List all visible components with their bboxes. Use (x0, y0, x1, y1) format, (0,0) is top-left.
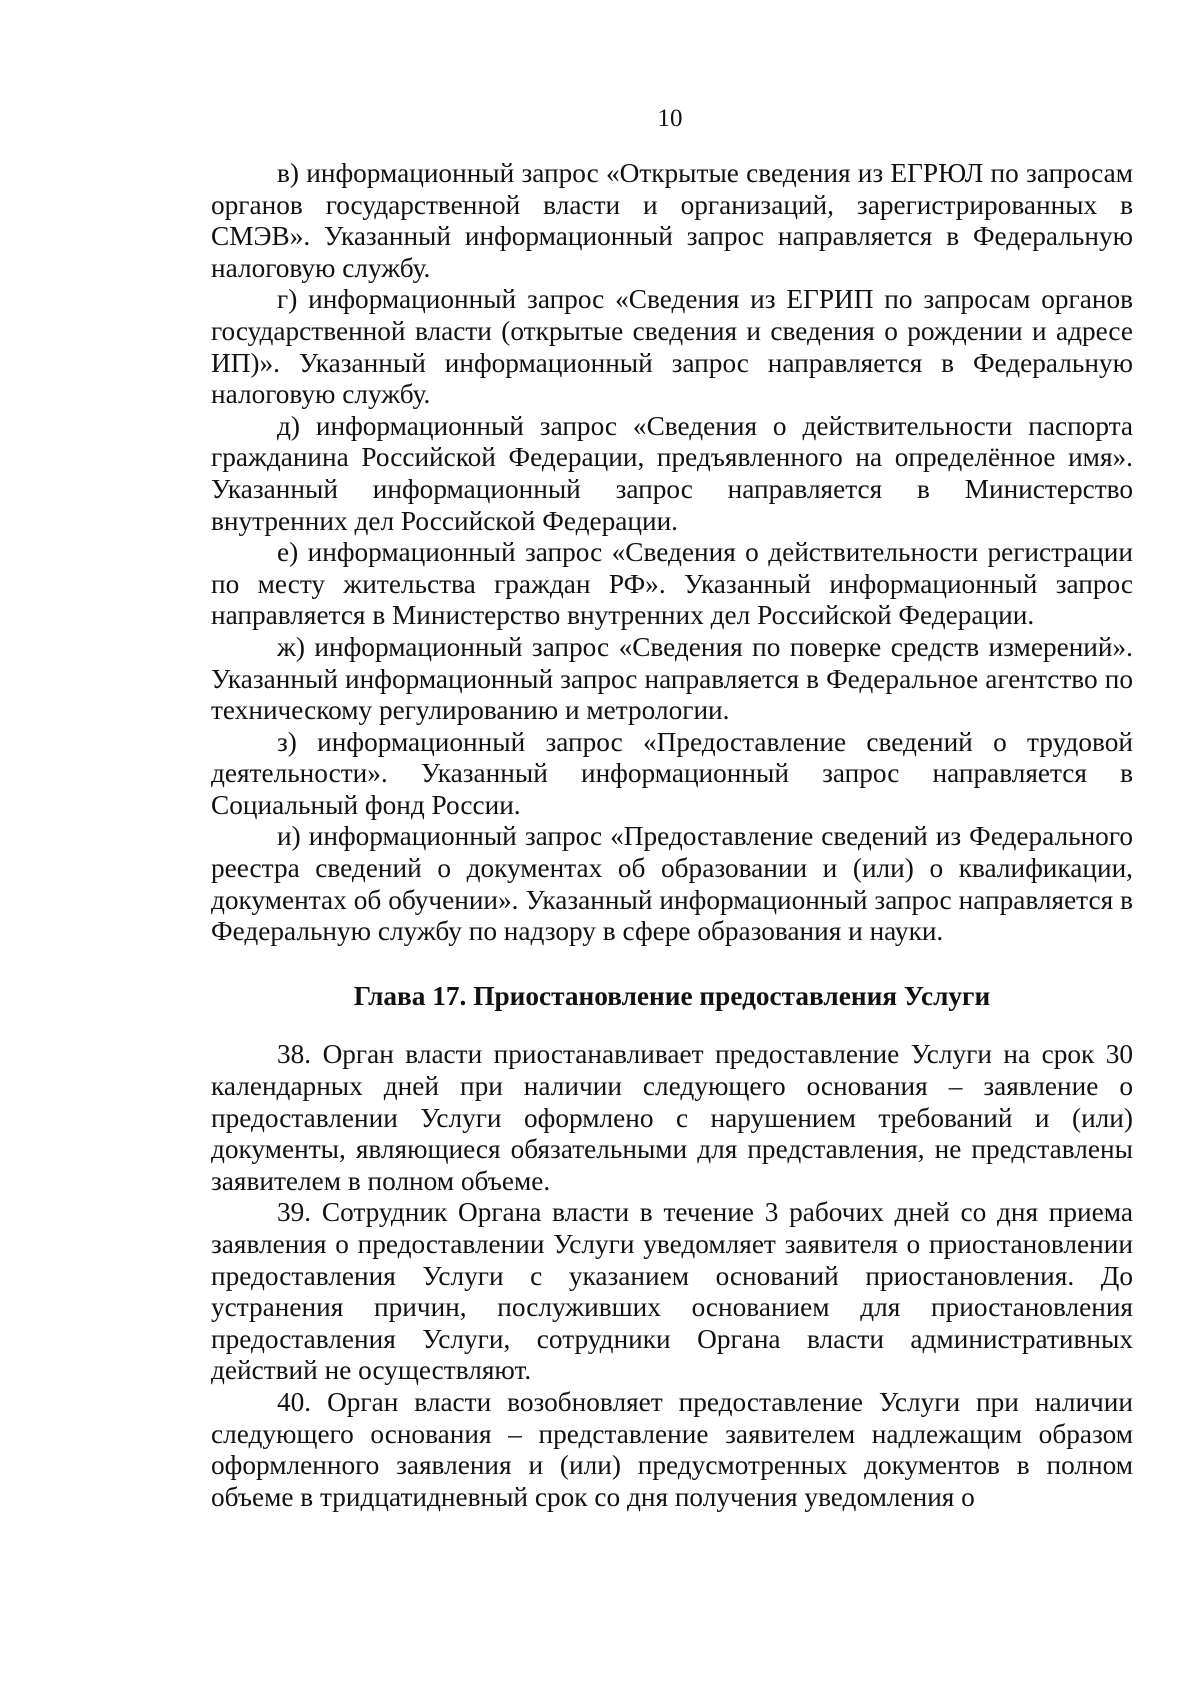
document-body (211, 158, 1133, 1513)
paragraph-i: и) информационный запрос «Предоставление сведений из Федерального реестра сведений о документах об образовании и (или) о квалификации, документах об обучении». Указанный информационный запрос направляется в Федеральную службу по надзору в сфере образования и науки. (211, 821, 1133, 947)
paragraph-zh: ж) информационный запрос «Сведения по поверке средств измерений». Указанный информационный запрос направляется в Федеральное агентство по техническому регулированию и метрологии. (211, 631, 1133, 726)
paragraph-g: г) информационный запрос «Сведения из ЕГРИП по запросам органов государственной власти (открытые сведения и сведения о рождении и адресе ИП)». Указанный информационный запрос направляется в Федеральную налоговую службу. (211, 284, 1133, 410)
paragraph-d: д) информационный запрос «Сведения о действительности паспорта гражданина Российской Федерации, предъявленного на определённое имя». Указанный информационный запрос направляется в Министерство внутренних дел Российской Федерации. (211, 410, 1133, 536)
paragraph-38: 38. Орган власти приостанавливает предоставление Услуги на срок 30 календарных дней при наличии следующего основания – заявление о предоставлении Услуги оформлено с нарушением требований и (или) документы, являющиеся обязательными для представления, не представлены заявителем в полном объеме. (211, 1039, 1133, 1196)
paragraph-z: з) информационный запрос «Предоставление сведений о трудовой деятельности». Указанный информационный запрос направляется в Социальный фонд России. (211, 726, 1133, 820)
paragraph-v: в) информационный запрос «Открытые сведения из ЕГРЮЛ по запросам органов государственной власти и организаций, зарегистрированных в СМЭВ». Указанный информационный запрос направляется в Федеральную налоговую службу. (211, 158, 1133, 283)
paragraph-39: 39. Сотрудник Органа власти в течение 3 рабочих дней со дня приема заявления о предоставлении Услуги уведомляет заявителя о приостановлении предоставления Услуги с указанием оснований приостановления. До устранения причин, послуживших основанием для приостановления предоставления Услуги, сотрудники Органа власти административных действий не осуществляют. (211, 1197, 1133, 1386)
paragraph-40: 40. Орган власти возобновляет предоставление Услуги при наличии следующего основания – представление заявителем надлежащим образом оформленного заявления и (или) предусмотренных документов в полном объеме в тридцатидневный срок со дня получения уведомления о (211, 1386, 1133, 1512)
paragraph-e: е) информационный запрос «Сведения о действительности регистрации по месту жительства граждан РФ». Указанный информационный запрос направляется в Министерство внутренних дел Российской Федерации. (211, 537, 1133, 631)
chapter-heading: Глава 17. Приостановление предоставления Услуги (353, 980, 991, 1011)
page-number: 10 (657, 105, 683, 132)
